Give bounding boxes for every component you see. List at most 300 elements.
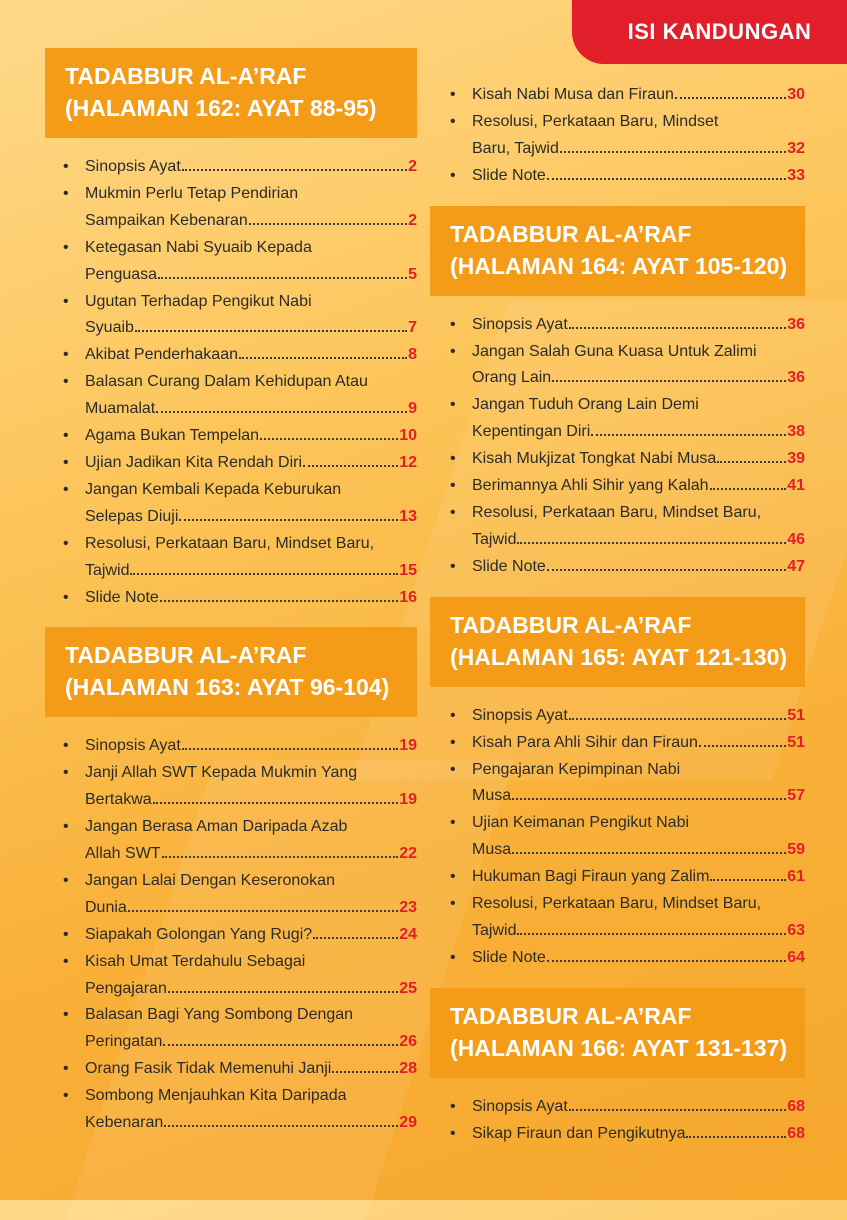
- toc-entry[interactable]: [430, 810, 805, 864]
- bullet-icon: •: [450, 503, 456, 521]
- section-heading-line: (HALAMAN 165: AYAT 121-130): [450, 643, 788, 670]
- page-number: 29: [399, 1114, 417, 1132]
- toc-entry[interactable]: [430, 864, 805, 891]
- toc-entry[interactable]: [430, 473, 805, 500]
- dot-leader: [128, 910, 398, 912]
- bullet-icon: •: [63, 373, 69, 391]
- bullet-icon: •: [63, 1006, 69, 1024]
- bullet-icon: •: [450, 166, 456, 184]
- toc-entry-line: [85, 841, 417, 868]
- bullet-icon: •: [450, 315, 456, 333]
- toc-entry-line: [85, 922, 417, 949]
- toc-section: [45, 48, 417, 611]
- page-number: 25: [399, 979, 417, 997]
- toc-entry[interactable]: [430, 554, 805, 581]
- toc-entry-line: [472, 703, 805, 730]
- bullet-icon: •: [450, 557, 456, 575]
- dot-leader: [158, 277, 407, 279]
- toc-entry-text: [83, 949, 417, 1003]
- toc-entry-text: [470, 554, 805, 581]
- toc-entry-list: [430, 312, 805, 581]
- dot-leader: [560, 151, 786, 153]
- toc-entry-line: [85, 1083, 417, 1110]
- toc-entry-line: [472, 783, 805, 810]
- page-number: 41: [787, 477, 805, 495]
- toc-entry[interactable]: [45, 450, 417, 477]
- toc-entry-label: Mukmin Perlu Tetap Pendirian: [85, 184, 299, 202]
- toc-entry-line: [472, 473, 805, 500]
- toc-entry-line: [85, 154, 417, 181]
- toc-entry-list: [45, 733, 417, 1137]
- toc-entry-text: [83, 477, 417, 531]
- toc-entry-label: Orang Fasik Tidak Memenuhi Janji: [85, 1060, 332, 1078]
- toc-entry-line: [472, 82, 805, 109]
- page-number: 51: [787, 733, 805, 751]
- dot-leader: [686, 1136, 786, 1138]
- toc-entry[interactable]: [45, 585, 417, 612]
- toc-entry-line: [85, 585, 417, 612]
- toc-column-left: [45, 48, 417, 1153]
- bullet-icon: •: [450, 450, 456, 468]
- toc-entry-text: [83, 760, 417, 814]
- toc-entry-line: [85, 1110, 417, 1137]
- toc-entry-text: [470, 163, 805, 190]
- toc-entry-line: [85, 558, 417, 585]
- bullet-icon: •: [450, 895, 456, 913]
- toc-entry-label: Peringatan: [85, 1033, 163, 1051]
- dot-leader: [710, 488, 787, 490]
- toc-entry[interactable]: [430, 392, 805, 446]
- toc-entry-text: [470, 82, 805, 109]
- toc-entry[interactable]: [430, 312, 805, 339]
- dot-leader: [249, 223, 407, 225]
- bullet-icon: •: [63, 292, 69, 310]
- toc-entry-label: Slide Note: [472, 948, 546, 966]
- toc-entry-line: [472, 837, 805, 864]
- dot-leader: [164, 1125, 398, 1127]
- toc-entry-text: [470, 864, 805, 891]
- toc-entry-text: [470, 1121, 805, 1148]
- toc-entry-text: [83, 235, 417, 289]
- toc-entry-label: Kebenaran: [85, 1114, 164, 1132]
- section-heading-line: TADABBUR AL-A’RAF: [450, 611, 692, 638]
- dot-leader: [512, 798, 786, 800]
- toc-entry-line: [472, 312, 805, 339]
- dot-leader: [153, 802, 399, 804]
- toc-entry-text: [470, 891, 805, 945]
- toc-entry-label: Musa: [472, 841, 512, 859]
- page-number: 28: [399, 1060, 417, 1078]
- page-number: 57: [787, 787, 805, 805]
- toc-entry-label: Sinopsis Ayat: [472, 315, 568, 333]
- toc-entry-label: Penguasa: [85, 265, 158, 283]
- toc-entry[interactable]: [430, 339, 805, 393]
- section-heading: [430, 988, 805, 1078]
- toc-entry-list: [430, 1094, 805, 1148]
- toc-entry-text: [83, 154, 417, 181]
- bullet-icon: •: [450, 760, 456, 778]
- toc-entry-line: [85, 531, 417, 558]
- toc-entry-label: Dunia: [85, 898, 127, 916]
- toc-entry-label: Kisah Mukjizat Tongkat Nabi Musa: [472, 450, 717, 468]
- bullet-icon: •: [63, 1060, 69, 1078]
- toc-entry-label: Pengajaran: [85, 979, 167, 997]
- toc-entry-text: [83, 585, 417, 612]
- toc-entry-line: [472, 136, 805, 163]
- toc-entry-text: [83, 423, 417, 450]
- toc-entry[interactable]: [430, 1094, 805, 1121]
- bullet-icon: •: [450, 868, 456, 886]
- toc-entry-text: [470, 757, 805, 811]
- page-number: 12: [399, 453, 417, 471]
- page-number: 68: [787, 1124, 805, 1142]
- toc-entry-text: [83, 1056, 417, 1083]
- toc-entry-label: Resolusi, Perkataan Baru, Mindset: [472, 112, 719, 130]
- dot-leader: [569, 1109, 786, 1111]
- bullet-icon: •: [63, 480, 69, 498]
- toc-entry[interactable]: [45, 531, 417, 585]
- toc-entry-text: [83, 868, 417, 922]
- toc-entry-text: [470, 392, 805, 446]
- page-number: 47: [787, 557, 805, 575]
- toc-entry-label: Sikap Firaun dan Pengikutnya: [472, 1124, 686, 1142]
- toc-entry[interactable]: [430, 163, 805, 190]
- toc-entry-label: Kisah Nabi Musa dan Firaun: [472, 86, 674, 103]
- toc-entry[interactable]: [45, 1002, 417, 1056]
- toc-entry-line: [472, 891, 805, 918]
- toc-entry-label: Pengajaran Kepimpinan Nabi: [472, 760, 681, 778]
- toc-entry-label: Berimannya Ahli Sihir yang Kalah: [472, 477, 709, 495]
- toc-entry-line: [472, 1094, 805, 1121]
- toc-entry-list: [430, 82, 805, 190]
- toc-entry-line: [85, 289, 417, 316]
- toc-section: [430, 206, 805, 581]
- toc-entry-line: [85, 976, 417, 1003]
- toc-entry-label: Resolusi, Perkataan Baru, Mindset Baru,: [472, 503, 762, 521]
- bullet-icon: •: [450, 1124, 456, 1142]
- toc-entry-text: [83, 814, 417, 868]
- bullet-icon: •: [63, 588, 69, 606]
- section-heading-line: (HALAMAN 162: AYAT 88-95): [65, 95, 377, 121]
- toc-entry[interactable]: [45, 814, 417, 868]
- page-number: 24: [399, 925, 417, 943]
- page-number: 63: [787, 921, 805, 939]
- bullet-icon: •: [63, 871, 69, 889]
- section-heading-line: (HALAMAN 164: AYAT 105-120): [450, 252, 788, 279]
- bullet-icon: •: [450, 342, 456, 360]
- toc-entry-label: Hukuman Bagi Firaun yang Zalim: [472, 868, 710, 886]
- toc-entry-text: [470, 810, 805, 864]
- page-number: 30: [787, 86, 805, 103]
- page-number: 10: [399, 427, 417, 445]
- bullet-icon: •: [450, 86, 456, 103]
- toc-entry-text: [83, 450, 417, 477]
- toc-entry-label: Jangan Lalai Dengan Keseronokan: [85, 871, 335, 889]
- toc-entry[interactable]: [45, 154, 417, 181]
- toc-entry-label: Jangan Salah Guna Kuasa Untuk Zalimi: [472, 342, 757, 360]
- toc-entry-text: [83, 1002, 417, 1056]
- toc-entry-text: [83, 342, 417, 369]
- dot-leader: [569, 718, 786, 720]
- dot-leader: [135, 330, 407, 332]
- page-number: 36: [787, 369, 805, 387]
- bullet-icon: •: [450, 814, 456, 832]
- toc-entry[interactable]: [430, 1121, 805, 1148]
- toc-entry-line: [85, 814, 417, 841]
- toc-entry-line: [472, 810, 805, 837]
- toc-entry[interactable]: [430, 109, 805, 163]
- bullet-icon: •: [63, 952, 69, 970]
- toc-entry-label: Sombong Menjauhkan Kita Daripada: [85, 1087, 347, 1105]
- toc-entry-label: Sinopsis Ayat: [85, 158, 181, 175]
- bullet-icon: •: [63, 453, 69, 471]
- toc-entry-line: [472, 365, 805, 392]
- toc-entry-line: [85, 423, 417, 450]
- toc-entry-label: Orang Lain: [472, 369, 552, 387]
- toc-entry-line: [85, 1002, 417, 1029]
- toc-entry[interactable]: [45, 1056, 417, 1083]
- dot-leader: [552, 380, 786, 382]
- toc-entry[interactable]: [45, 423, 417, 450]
- toc-entry[interactable]: [430, 945, 805, 972]
- bullet-icon: •: [63, 925, 69, 943]
- bullet-icon: •: [63, 818, 69, 836]
- toc-entry[interactable]: [45, 342, 417, 369]
- toc-entry-line: [472, 918, 805, 945]
- toc-entry-line: [85, 504, 417, 531]
- bullet-icon: •: [63, 737, 69, 755]
- toc-entry-line: [85, 315, 417, 342]
- page-number: 7: [408, 319, 417, 337]
- dot-leader: [332, 1071, 398, 1073]
- toc-entry-line: [85, 181, 417, 208]
- bullet-icon: •: [450, 948, 456, 966]
- toc-entry[interactable]: [45, 289, 417, 343]
- toc-entry-line: [472, 945, 805, 972]
- section-badge: ISI KANDUNGAN: [572, 0, 847, 64]
- bullet-icon: •: [450, 733, 456, 751]
- section-heading-line: (HALAMAN 163: AYAT 96-104): [65, 674, 390, 701]
- toc-entry-line: [472, 864, 805, 891]
- toc-entry-label: Resolusi, Perkataan Baru, Mindset Baru,: [85, 534, 375, 552]
- toc-entry-label: Sinopsis Ayat: [472, 706, 568, 724]
- section-heading: [430, 597, 805, 687]
- toc-entry-label: Agama Bukan Tempelan: [85, 427, 260, 445]
- toc-entry-label: Tajwid: [472, 921, 517, 939]
- toc-entry-line: [472, 339, 805, 366]
- toc-entry-text: [83, 531, 417, 585]
- page-number: 19: [399, 737, 417, 755]
- dot-leader: [547, 960, 786, 962]
- toc-entry-line: [85, 787, 417, 814]
- dot-leader: [699, 745, 786, 747]
- toc-entry-line: [85, 1056, 417, 1083]
- dot-leader: [156, 411, 407, 413]
- bullet-icon: •: [450, 706, 456, 724]
- dot-leader: [313, 937, 398, 939]
- toc-entry[interactable]: [430, 730, 805, 757]
- toc-entry[interactable]: [45, 868, 417, 922]
- dot-leader: [162, 856, 399, 858]
- toc-entry-label: Ujian Jadikan Kita Rendah Diri: [85, 453, 302, 471]
- toc-entry-text: [83, 369, 417, 423]
- dot-leader: [717, 461, 786, 463]
- toc-entry-label: Jangan Berasa Aman Daripada Azab: [85, 818, 348, 836]
- dot-leader: [168, 991, 398, 993]
- bullet-icon: •: [450, 112, 456, 130]
- toc-entry-label: Slide Note: [472, 166, 546, 184]
- section-heading: [45, 627, 417, 717]
- toc-entry-label: Siapakah Golongan Yang Rugi?: [85, 925, 313, 943]
- toc-entry[interactable]: [430, 82, 805, 109]
- toc-entry-line: [85, 1029, 417, 1056]
- toc-entry-label: Sinopsis Ayat: [85, 737, 181, 755]
- bullet-icon: •: [63, 184, 69, 202]
- page-number: 59: [787, 841, 805, 859]
- toc-entry[interactable]: [45, 733, 417, 760]
- toc-entry-label: Slide Note: [472, 557, 546, 575]
- page-number: 2: [408, 158, 417, 175]
- section-heading-line: TADABBUR AL-A’RAF: [65, 63, 307, 89]
- page-number: 36: [787, 315, 805, 333]
- dot-leader: [160, 600, 398, 602]
- toc-entry-line: [472, 757, 805, 784]
- toc-entry-text: [83, 289, 417, 343]
- page-number: 15: [399, 561, 417, 579]
- toc-entry[interactable]: [430, 757, 805, 811]
- dot-leader: [182, 169, 407, 171]
- toc-entry-label: Muamalat: [85, 400, 156, 418]
- bullet-icon: •: [63, 764, 69, 782]
- bullet-icon: •: [63, 346, 69, 364]
- page-number: 51: [787, 706, 805, 724]
- toc-entry-line: [85, 208, 417, 235]
- toc-entry-line: [85, 949, 417, 976]
- bullet-icon: •: [63, 238, 69, 256]
- bullet-icon: •: [63, 1087, 69, 1105]
- dot-leader: [547, 178, 786, 180]
- toc-entry[interactable]: [45, 369, 417, 423]
- dot-leader: [675, 97, 786, 99]
- toc-entry-text: [470, 339, 805, 393]
- toc-entry-label: Sampaikan Kebenaran: [85, 211, 248, 229]
- bullet-icon: •: [63, 158, 69, 175]
- page-number: 19: [399, 791, 417, 809]
- section-heading: [45, 48, 417, 138]
- toc-entry-label: Selepas Diuji: [85, 507, 179, 525]
- toc-entry[interactable]: [45, 949, 417, 1003]
- toc-entry[interactable]: [430, 703, 805, 730]
- section-heading: [430, 206, 805, 296]
- toc-entry-line: [85, 369, 417, 396]
- toc-entry-line: [85, 342, 417, 369]
- toc-entry[interactable]: [430, 446, 805, 473]
- toc-entry-line: [472, 109, 805, 136]
- toc-entry-label: Kepentingan Diri: [472, 423, 591, 441]
- page-number: 23: [399, 898, 417, 916]
- toc-entry[interactable]: [45, 760, 417, 814]
- section-heading-line: TADABBUR AL-A’RAF: [450, 220, 692, 247]
- toc-entry-label: Baru, Tajwid: [472, 139, 559, 157]
- dot-leader: [547, 569, 786, 571]
- toc-entry-line: [472, 392, 805, 419]
- toc-entry-label: Akibat Penderhakaan: [85, 346, 238, 364]
- dot-leader: [182, 748, 398, 750]
- toc-entry-label: Kisah Para Ahli Sihir dan Firaun: [472, 733, 698, 751]
- toc-entry-text: [83, 181, 417, 235]
- page-number: 9: [408, 400, 417, 418]
- bullet-icon: •: [450, 477, 456, 495]
- page-number: 8: [408, 346, 417, 364]
- toc-entry-text: [470, 109, 805, 163]
- toc-section: [430, 82, 805, 190]
- section-heading-line: TADABBUR AL-A’RAF: [65, 642, 307, 669]
- toc-entry-line: [85, 477, 417, 504]
- dot-leader: [130, 573, 398, 575]
- toc-entry-text: [470, 945, 805, 972]
- toc-entry-label: Bertakwa: [85, 791, 152, 809]
- toc-entry-line: [85, 895, 417, 922]
- toc-entry-label: Tajwid: [85, 561, 130, 579]
- toc-entry-list: [430, 703, 805, 972]
- toc-entry-line: [472, 163, 805, 190]
- toc-entry[interactable]: [430, 500, 805, 554]
- toc-entry[interactable]: [45, 477, 417, 531]
- dot-leader: [303, 465, 398, 467]
- page-number: 2: [408, 211, 417, 229]
- toc-section: [45, 627, 417, 1137]
- toc-entry-text: [83, 733, 417, 760]
- toc-entry-label: Jangan Kembali Kepada Keburukan: [85, 480, 342, 498]
- page-number: 5: [408, 265, 417, 283]
- dot-leader: [260, 438, 398, 440]
- toc-entry-line: [472, 527, 805, 554]
- toc-entry[interactable]: [430, 891, 805, 945]
- bullet-icon: •: [450, 1097, 456, 1115]
- dot-leader: [517, 542, 786, 544]
- toc-entry-line: [85, 450, 417, 477]
- toc-entry-line: [472, 730, 805, 757]
- toc-entry-label: Balasan Bagi Yang Sombong Dengan: [85, 1006, 354, 1024]
- dot-leader: [710, 879, 786, 881]
- toc-entry-label: Sinopsis Ayat: [472, 1097, 568, 1115]
- toc-entry-label: Jangan Tuduh Orang Lain Demi: [472, 396, 699, 414]
- toc-entry-line: [472, 1121, 805, 1148]
- toc-entry-label: Slide Note: [85, 588, 159, 606]
- page-number: 16: [399, 588, 417, 606]
- toc-entry[interactable]: [45, 1083, 417, 1137]
- toc-entry-text: [470, 446, 805, 473]
- page-number: 26: [399, 1033, 417, 1051]
- toc-entry[interactable]: [45, 235, 417, 289]
- page-number: 13: [399, 507, 417, 525]
- toc-entry-label: Ketegasan Nabi Syuaib Kepada: [85, 238, 312, 256]
- toc-entry[interactable]: [45, 181, 417, 235]
- toc-entry-line: [472, 500, 805, 527]
- toc-entry-line: [85, 733, 417, 760]
- toc-entry-line: [85, 262, 417, 289]
- toc-entry-text: [83, 1083, 417, 1137]
- toc-entry[interactable]: [45, 922, 417, 949]
- toc-entry-label: Janji Allah SWT Kepada Mukmin Yang: [85, 764, 358, 782]
- toc-section: [430, 597, 805, 972]
- dot-leader: [569, 327, 786, 329]
- toc-entry-label: Ugutan Terhadap Pengikut Nabi: [85, 292, 312, 310]
- dot-leader: [163, 1044, 398, 1046]
- toc-entry-text: [470, 1094, 805, 1121]
- section-heading-line: (HALAMAN 166: AYAT 131-137): [450, 1034, 788, 1061]
- toc-entry-text: [470, 703, 805, 730]
